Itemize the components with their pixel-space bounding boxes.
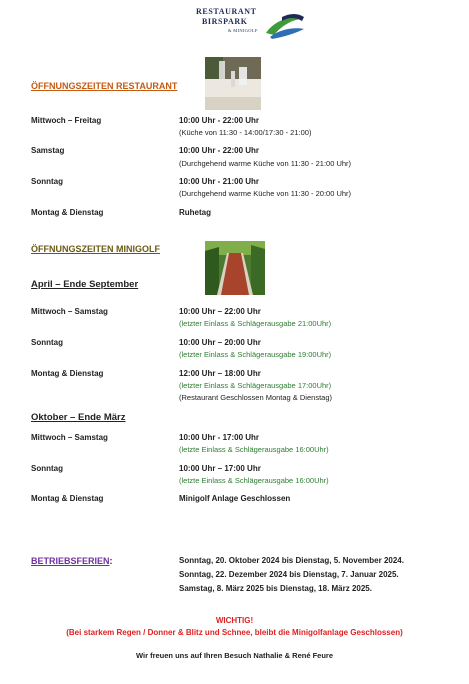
betriebsferien-title <box>31 556 113 566</box>
minigolf-winter-row-note: (letzte Einlass & Schlägerausgabe 16:00Uhr) <box>179 445 329 454</box>
restaurant-row-time: Ruhetag <box>179 208 211 217</box>
restaurant-row-time: 10:00 Uhr - 22:00 Uhr <box>179 146 260 155</box>
logo-swoosh-icon <box>264 11 306 41</box>
restaurant-row-note: (Durchgehend warme Küche von 11:30 - 21:00 Uhr) <box>179 159 352 168</box>
logo-line-minigolf: & MINIGOLF <box>228 28 258 33</box>
restaurant-row-time: 10:00 Uhr - 22:00 Uhr <box>179 116 260 125</box>
minigolf-winter-row-time: 10:00 Uhr – 17:00 Uhr <box>179 464 261 473</box>
minigolf-hours-title: ÖFFNUNGSZEITEN MINIGOLF <box>31 244 160 254</box>
notice-title: WICHTIG! <box>215 616 254 625</box>
restaurant-table-photo <box>205 57 261 110</box>
minigolf-summer-row-note: (letzter Einlass & Schlägerausgabe 19:00Uhr) <box>179 350 332 359</box>
logo-line-birspark: BIRSPARK <box>202 17 248 26</box>
minigolf-summer-row-time: 12:00 Uhr – 18:00 Uhr <box>179 369 261 378</box>
minigolf-summer-row-note: (letzter Einlass & Schlägerausgabe 21:00Uhr) <box>179 319 332 328</box>
minigolf-summer-row-label: Sonntag <box>31 338 63 347</box>
minigolf-winter-row-note: (letzte Einlass & Schlägerausgabe 16:00Uhr) <box>179 476 329 485</box>
restaurant-row-note: (Durchgehend warme Küche von 11:30 - 20:00 Uhr) <box>179 189 352 198</box>
restaurant-row-label: Montag & Dienstag <box>31 208 104 217</box>
minigolf-winter-row-label: Montag & Dienstag <box>31 494 104 503</box>
minigolf-summer-row-note-restaurant: (Restaurant Geschlossen Montag & Dienstag) <box>179 393 332 402</box>
minigolf-course-photo <box>205 241 265 295</box>
minigolf-summer-row-label: Montag & Dienstag <box>31 369 104 378</box>
minigolf-winter-row-label: Sonntag <box>31 464 63 473</box>
minigolf-summer-row-time: 10:00 Uhr – 22:00 Uhr <box>179 307 261 316</box>
minigolf-summer-row-time: 10:00 Uhr – 20:00 Uhr <box>179 338 261 347</box>
restaurant-row-note: (Küche von 11:30 - 14:00/17:30 - 21:00) <box>179 128 312 137</box>
restaurant-logo <box>196 7 306 41</box>
minigolf-winter-row-time: Minigolf Anlage Geschlossen <box>179 494 291 503</box>
restaurant-row-label: Mittwoch – Freitag <box>31 116 102 125</box>
minigolf-winter-row-time: 10:00 Uhr - 17:00 Uhr <box>179 433 260 442</box>
restaurant-row-time: 10:00 Uhr - 21:00 Uhr <box>179 177 260 186</box>
betriebsferien-date: Sonntag, 20. Oktober 2024 bis Dienstag, 5. November 2024. <box>179 556 404 565</box>
restaurant-row-label: Samstag <box>31 146 65 155</box>
betriebsferien-title-text: BETRIEBSFERIEN <box>31 556 110 566</box>
minigolf-summer-row-note: (letzter Einlass & Schlägerausgabe 17:00Uhr) <box>179 381 332 390</box>
betriebsferien-date: Samstag, 8. März 2025 bis Dienstag, 18. März 2025. <box>179 584 372 593</box>
restaurant-hours-title: ÖFFNUNGSZEITEN RESTAURANT <box>31 81 178 91</box>
minigolf-winter-row-label: Mittwoch – Samstag <box>31 433 108 442</box>
betriebsferien-title-colon: : <box>109 556 113 566</box>
minigolf-summer-row-label: Mittwoch – Samstag <box>31 307 108 316</box>
betriebsferien-date: Sonntag, 22. Dezember 2024 bis Dienstag, 7. Januar 2025. <box>179 570 399 579</box>
minigolf-winter-title: Oktober – Ende März <box>31 412 126 423</box>
logo-line-restaurant: RESTAURANT <box>196 7 257 16</box>
minigolf-summer-title: April – Ende September <box>31 279 139 290</box>
restaurant-row-label: Sonntag <box>31 177 63 186</box>
notice-text: (Bei starkem Regen / Donner & Blitz und Schnee, bleibt die Minigolfanlage Geschlossen) <box>66 628 403 637</box>
closing-message: Wir freuen uns auf Ihren Besuch Nathalie & René Feure <box>135 651 334 660</box>
